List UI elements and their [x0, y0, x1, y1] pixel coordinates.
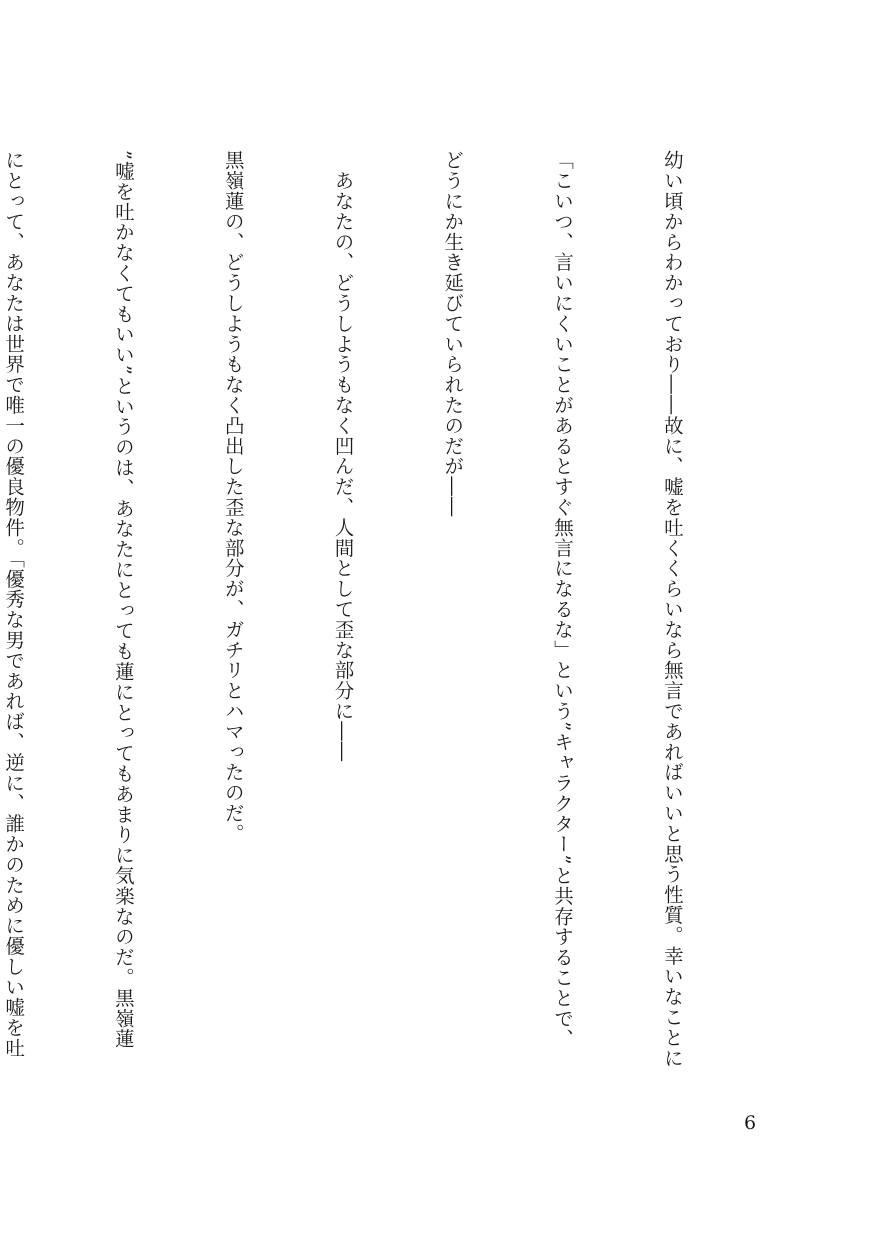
- text-line-1: 幼い頃からわかっており――故に、嘘を吐くくらいなら無言であればいいと思う性質。幸いなことに: [660, 150, 684, 1068]
- text-line-6: ”嘘を吐かなくてもいい”というのは、あなたにとっても蓮にとってもあまりに気楽なのだ。黒嶺蓮: [111, 150, 135, 1049]
- text-line-5: 黒嶺蓮の、どうしようもなく凸出した歪な部分が、ガチリとハマったのだ。: [221, 150, 245, 844]
- text-line-2: 「こいつ、言いにくいことがあるとすぐ無言になるな」という”キャラクター”と共存することで、: [551, 150, 575, 1049]
- page-number: 6: [744, 1112, 757, 1134]
- text-line-3: どうにか生き延びていられたのだが――: [441, 150, 465, 518]
- text-line-7: にとって、あなたは世界で唯一の優良物件。「優秀な男であれば、逆に、誰かのために優しい嘘を吐: [2, 150, 26, 1059]
- text-line-4: あなたの、どうしようもなく凹んだ、人間として歪な部分に――: [331, 150, 355, 762]
- vertical-text-body: [0, 150, 763, 1100]
